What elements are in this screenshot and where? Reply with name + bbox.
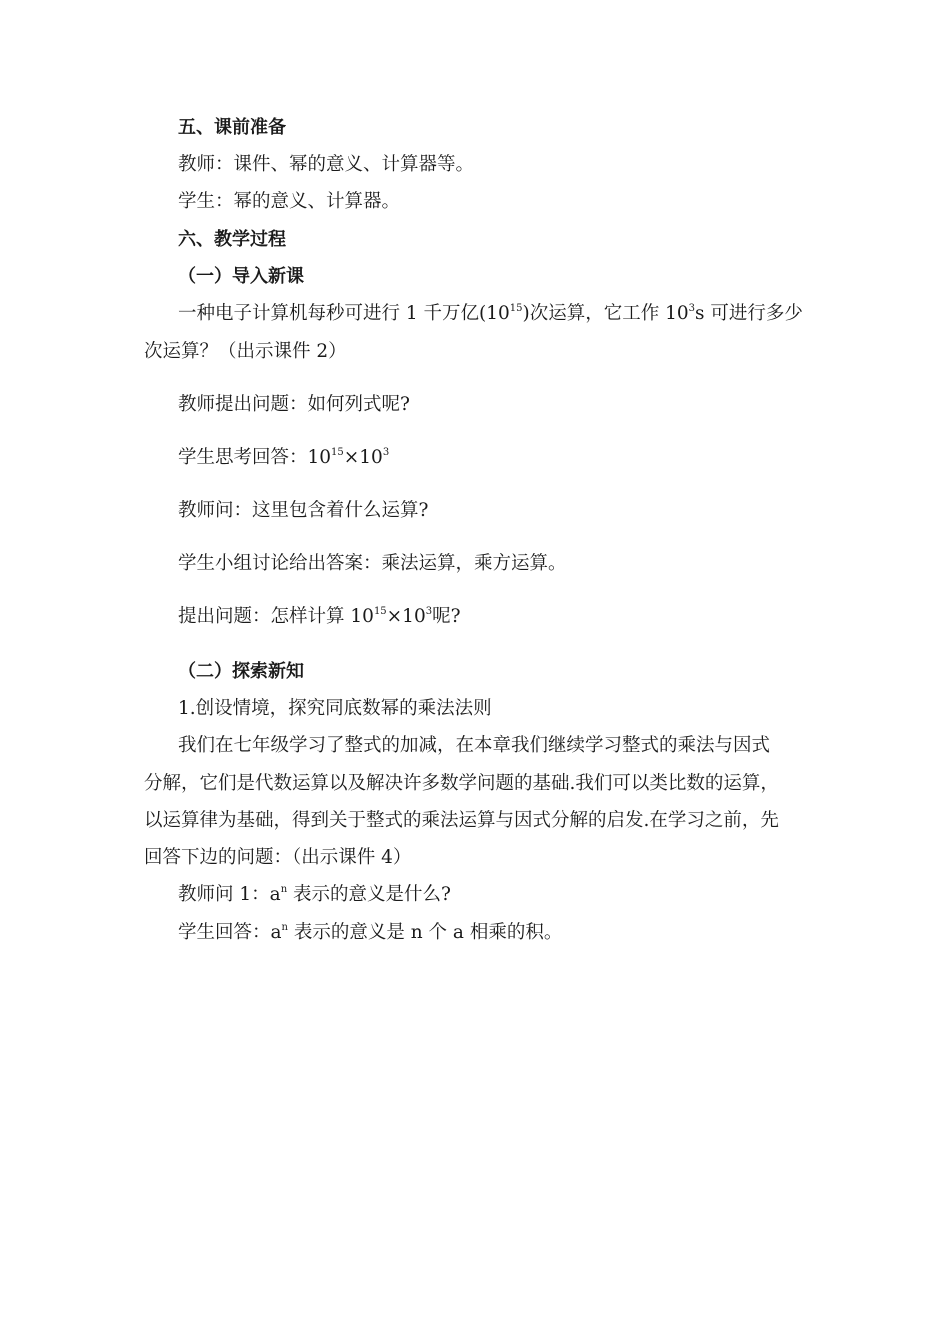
student-answer-2: 学生小组讨论给出答案：乘法运算，乘方运算。 [178,553,567,574]
teacher-question-1: 教师提出问题：如何列式呢? [178,394,410,415]
subsection-1-heading: 1.创设情境，探究同底数幂的乘法法则 [178,698,492,719]
part-two-heading: （二）探索新知 [178,661,304,682]
paragraph-line3: 以运算律为基础，得到关于整式的乘法运算与因式分解的启发.在学习之前，先 [144,810,779,831]
section-five-heading: 五、课前准备 [178,117,286,138]
part-one-heading: （一）导入新课 [178,266,304,287]
question-3: 提出问题：怎样计算 $10^{15}\times 10^3$呢? [178,606,461,627]
intro-paragraph-line2: 次运算？（出示课件 2） [144,341,347,362]
teacher-preparation: 教师：课件、幂的意义、计算器等。 [178,154,475,175]
student-answer-1: 学生思考回答：$10^{15}\times 10^3$ [178,447,390,468]
student-answer-a-n: 学生回答：$a^n$ 表示的意义是 n 个 a 相乘的积。 [178,922,563,943]
section-six-heading: 六、教学过程 [178,229,286,250]
teacher-question-2: 教师问：这里包含着什么运算? [178,500,429,521]
intro-paragraph-line1: 一种电子计算机每秒可进行 1 千万亿$(10^{15})$次运算，它工作 $10^3s$ 可进行多少 [178,303,803,324]
teacher-question-a-n: 教师问 1：$a^n$ 表示的意义是什么? [178,884,451,905]
paragraph-line1: 我们在七年级学习了整式的加减，在本章我们继续学习整式的乘法与因式 [178,735,771,756]
student-preparation: 学生：幂的意义、计算器。 [178,191,401,212]
paragraph-line2: 分解，它们是代数运算以及解决许多数学问题的基础.我们可以类比数的运算， [144,773,779,794]
paragraph-line4: 回答下边的问题：（出示课件 4） [144,847,412,868]
